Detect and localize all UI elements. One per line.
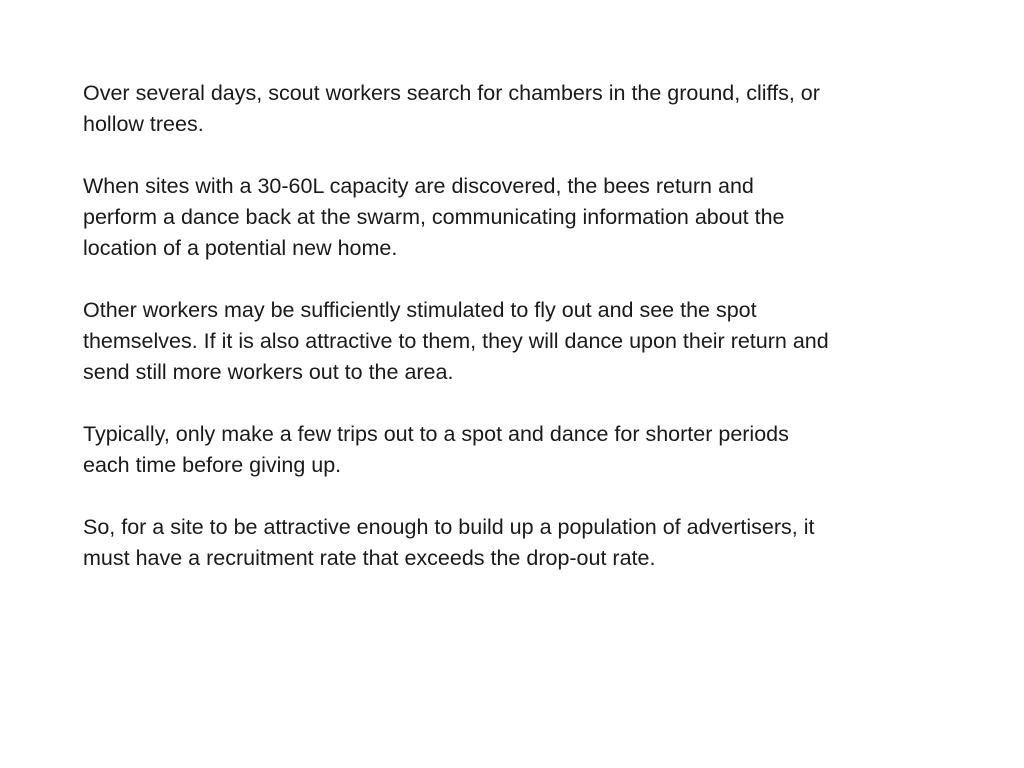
- paragraph-site-discovery: When sites with a 30-60L capacity are discovered, the bees return and perform a dance back at the swarm, communicating information about the location of a potential new home.: [83, 174, 785, 260]
- paragraph-recruitment-rate: So, for a site to be attractive enough to build up a population of advertisers, it must have a recruitment rate that exceeds the drop-out rate.: [83, 515, 815, 570]
- slide-text-body: [83, 78, 983, 605]
- paragraph-give-up: Typically, only make a few trips out to a spot and dance for shorter periods each time before giving up.: [83, 422, 789, 477]
- paragraph-worker-recruitment: Other workers may be sufficiently stimulated to fly out and see the spot themselves. If it is also attractive to them, they will dance upon their return and send still more workers out to the area.: [83, 298, 829, 384]
- paragraph-scout-search: Over several days, scout workers search for chambers in the ground, cliffs, or hollow trees.: [83, 81, 820, 136]
